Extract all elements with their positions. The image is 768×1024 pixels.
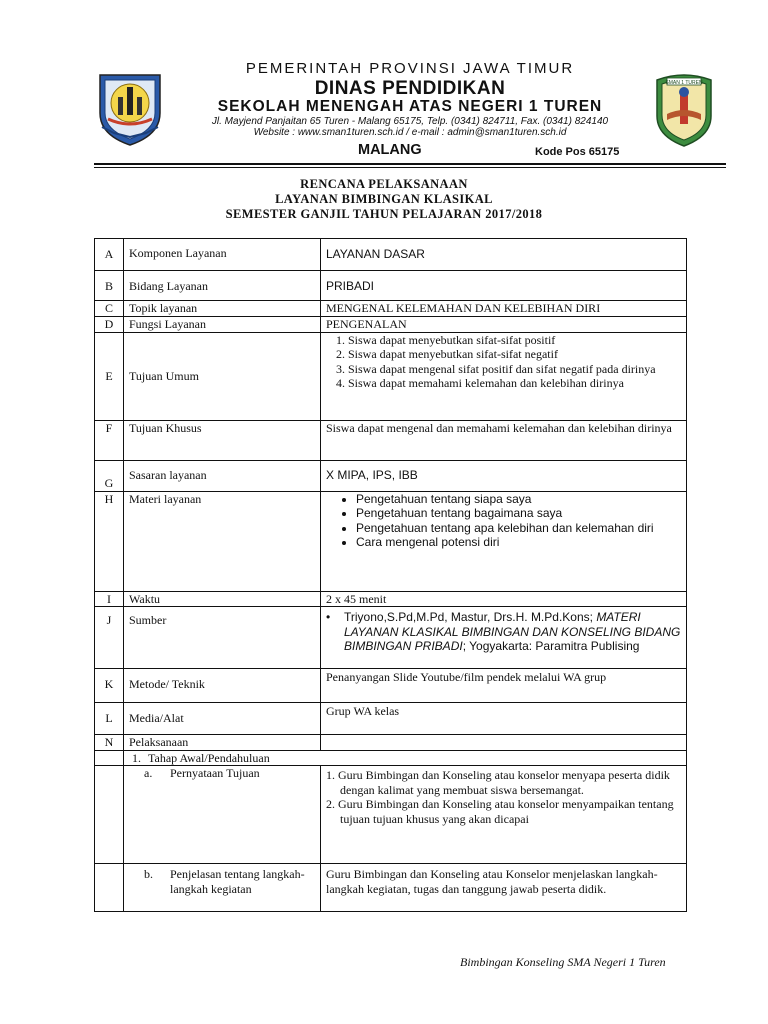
sumber-reference [344, 610, 681, 654]
letterhead-rule-thin [94, 167, 726, 168]
table-row [95, 703, 687, 735]
row-label: Fungsi Layanan [124, 317, 321, 333]
table-row [95, 491, 687, 591]
substep-text: Pernyataan Tujuan [170, 766, 260, 780]
list-item: 2. Guru Bimbingan dan Konseling atau konselor menyampaikan tentang tujuan tujuan khusus yang akan dicapai [326, 797, 674, 826]
bullet-icon: • [326, 610, 331, 624]
row-code: E [95, 332, 124, 420]
list-item: • Pengetahuan tentang bagaimana saya [356, 506, 681, 521]
row-code: C [95, 301, 124, 317]
row-code [95, 750, 124, 766]
row-label: Materi layanan [124, 491, 321, 591]
table-row [95, 750, 687, 766]
row-value: X MIPA, IPS, IBB [321, 460, 687, 491]
tahap-awal-label: Tahap Awal/Pendahuluan [148, 750, 270, 765]
row-code: F [95, 420, 124, 460]
list-item: 1. Siswa dapat menyebutkan sifat-sifat positif [348, 333, 681, 348]
letterhead-postal-code: Kode Pos 65175 [535, 146, 620, 158]
row-label: Topik layanan [124, 301, 321, 317]
table-row [95, 460, 687, 491]
school-emblem-text: SMAN 1 TUREN [665, 80, 703, 86]
row-code: N [95, 735, 124, 751]
table-row [95, 766, 687, 864]
plan-table [94, 238, 687, 912]
row-value: MENGENAL KELEMAHAN DAN KELEBIHAN DIRI [321, 301, 687, 317]
row-label: Sumber [124, 607, 321, 669]
sumber-publisher: ; Yogyakarta: Paramitra Publising [462, 639, 640, 653]
row-code: H [95, 491, 124, 591]
list-item: 1. Guru Bimbingan dan Konseling atau konselor menyapa peserta didik dengan kalimat yang membuat siswa bersemangat. [326, 768, 670, 797]
row-label: Waktu [124, 591, 321, 607]
row-label: Tujuan Umum [124, 332, 321, 420]
substep-text: Penjelasan tentang langkah-langkah kegiatan [170, 867, 305, 896]
list-item: 4. Siswa dapat memahami kelemahan dan kelebihan dirinya [348, 376, 681, 391]
page-footer: Bimbingan Konseling SMA Negeri 1 Turen [460, 955, 666, 969]
table-row [95, 591, 687, 607]
row-value [321, 735, 687, 751]
row-code: A [95, 239, 124, 271]
substep-letter: a. [144, 766, 153, 780]
table-row [95, 239, 687, 271]
list-item: 3. Siswa dapat mengenal sifat positif dan sifat negatif pada dirinya [348, 362, 681, 377]
table-row [95, 271, 687, 301]
letterhead-website: Website : www.sman1turen.sch.id / e-mail : admin@sman1turen.sch.id [253, 127, 567, 138]
substep-label-b [124, 864, 321, 912]
letterhead-city: MALANG [358, 142, 422, 158]
materi-list [326, 492, 681, 550]
row-label: Media/Alat [124, 703, 321, 735]
letterhead-address: Jl. Mayjend Panjaitan 65 Turen - Malang 65175, Telp. (0341) 824711, Fax. (0341) 824140 [211, 116, 609, 127]
tujuan-umum-list [326, 333, 681, 391]
row-value: PENGENALAN [321, 317, 687, 333]
table-row [95, 864, 687, 912]
row-value: Grup WA kelas [321, 703, 687, 735]
table-row [95, 332, 687, 420]
row-code: B [95, 271, 124, 301]
table-row [95, 669, 687, 703]
row-value: Siswa dapat mengenal dan memahami kelemahan dan kelebihan dirinya [321, 420, 687, 460]
row-value: Penanyangan Slide Youtube/film pendek melalui WA grup [321, 669, 687, 703]
row-label: Sasaran layanan [124, 460, 321, 491]
sumber-book-title: MATERI LAYANAN KLASIKAL BIMBINGAN DAN KONSELING BIDANG BIMBINGAN PRIBADI [344, 610, 681, 653]
table-row [95, 735, 687, 751]
substep-label-a [124, 766, 321, 864]
letterhead-rule-thick [94, 163, 726, 165]
row-label: Bidang Layanan [124, 271, 321, 301]
list-item: • Cara mengenal potensi diri [356, 535, 681, 550]
doc-title-line1: RENCANA PELAKSANAAN [300, 177, 468, 191]
row-value [321, 332, 687, 420]
sumber-authors: Triyono,S.Pd,M.Pd, Mastur, Drs.H. M.Pd.Kons; [344, 610, 593, 624]
table-row [95, 317, 687, 333]
row-value: PRIBADI [321, 271, 687, 301]
substep-letter: b. [144, 867, 153, 881]
row-code: D [95, 317, 124, 333]
province-crest-logo [94, 67, 166, 147]
tahap-awal-heading: 1. Tahap Awal/Pendahuluan [124, 750, 687, 766]
row-label: Pelaksanaan [124, 735, 321, 751]
row-code [95, 766, 124, 864]
row-value: 2 x 45 menit [321, 591, 687, 607]
doc-title-line2: LAYANAN BIMBINGAN KLASIKAL [275, 192, 493, 206]
row-code: K [95, 669, 124, 703]
row-code: G [95, 460, 124, 491]
letterhead-department: DINAS PENDIDIKAN [314, 78, 506, 99]
table-row [95, 420, 687, 460]
substep-value-a [321, 766, 687, 864]
table-row [95, 301, 687, 317]
row-label: Metode/ Teknik [124, 669, 321, 703]
list-item: • Pengetahuan tentang apa kelebihan dan kelemahan diri [356, 521, 681, 536]
row-code: J [95, 607, 124, 669]
row-label: Komponen Layanan [124, 239, 321, 271]
table-row [95, 607, 687, 669]
list-item: • Pengetahuan tentang siapa saya [356, 492, 681, 507]
letterhead-province: PEMERINTAH PROVINSI JAWA TIMUR [245, 60, 575, 77]
school-emblem-logo [653, 70, 715, 148]
row-label: Tujuan Khusus [124, 420, 321, 460]
row-value [321, 491, 687, 591]
substep-value-b: Guru Bimbingan dan Konseling atau Konselor menjelaskan langkah-langkah kegiatan, tugas dan tanggung jawab peserta didik. [321, 864, 687, 912]
list-item: 2. Siswa dapat menyebutkan sifat-sifat negatif [348, 347, 681, 362]
doc-title-line3: SEMESTER GANJIL TAHUN PELAJARAN 2017/2018 [225, 207, 543, 221]
row-value [321, 607, 687, 669]
row-code: L [95, 703, 124, 735]
row-value: LAYANAN DASAR [321, 239, 687, 271]
row-code: I [95, 591, 124, 607]
row-code [95, 864, 124, 912]
letterhead-school: SEKOLAH MENENGAH ATAS NEGERI 1 TUREN [217, 98, 603, 115]
